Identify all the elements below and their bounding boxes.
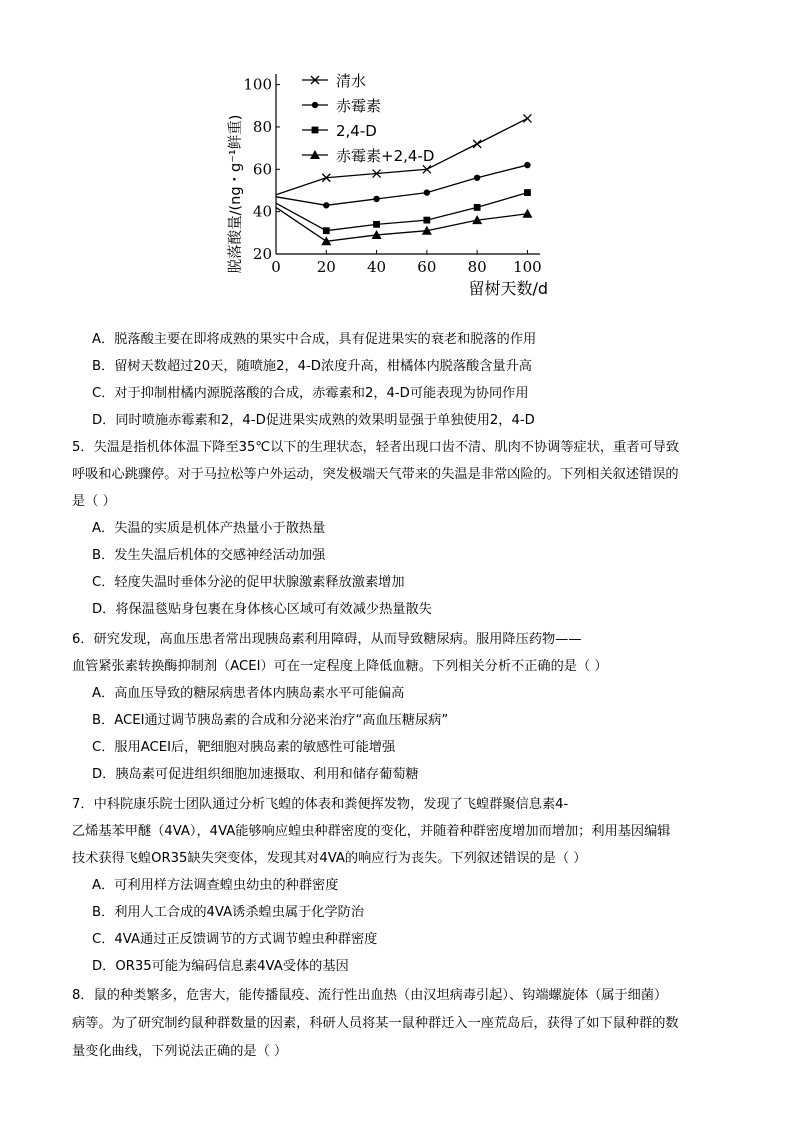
q8-stem-line-1: 8．鼠的种类繁多，危害大，能传播鼠疫、流行性出血热（由汉坦病毒引起）、钩端螺旋体（属于细菌） — [72, 988, 668, 1003]
x-tick-label: 20 — [316, 258, 336, 276]
series-2 — [276, 162, 531, 209]
q5-option-a: A．失温的实质是机体产热量小于散热量 — [92, 521, 326, 536]
q8-stem-line-2: 病等。为了研究制约鼠种群数量的因素，科研人员将某一鼠种群迁入一座荒岛后，获得了如下鼠种群的数 — [72, 1016, 679, 1031]
series-4 — [276, 207, 532, 245]
q8-stem-line-3: 量变化曲线，下列说法正确的是（ ） — [72, 1044, 288, 1059]
q6-option-c: C．服用ACEI后，靶细胞对胰岛素的敏感性可能增强 — [92, 740, 396, 755]
x-tick-label: 80 — [467, 258, 487, 276]
legend-item-1 — [302, 72, 366, 90]
q4-option-a: A．脱落酸主要在即将成熟的果实中合成，具有促进果实的衰老和脱落的作用 — [92, 332, 537, 347]
triangle-marker — [522, 209, 532, 218]
y-axis-label: 脱落酸量/(ng・g⁻¹鲜重) — [228, 114, 244, 274]
square-marker — [323, 227, 330, 234]
q6-stem-line-2: 血管紧张素转换酶抑制剂（ACEI）可在一定程度上降低血糖。下列相关分析不正确的是（ ） — [72, 659, 608, 674]
legend-label: 清水 — [336, 72, 367, 90]
circle-marker — [312, 102, 318, 108]
q6-option-a: A．高血压导致的糖尿病患者体内胰岛素水平可能偏高 — [92, 686, 405, 701]
q6-stem-line-1: 6．研究发现，高血压患者常出现胰岛素利用障碍，从而导致糖尿病。服用降压药物—— — [72, 632, 582, 647]
chart-series — [276, 114, 532, 245]
circle-marker — [424, 189, 430, 195]
x-marker — [473, 140, 481, 148]
q5-stem-line-3: 是（ ） — [72, 494, 116, 509]
q7-option-b: B．利用人工合成的4VA诱杀蝗虫属于化学防治 — [92, 905, 365, 920]
q7-stem-line-2: 乙烯基苯甲醚（4VA），4VA能够响应蝗虫种群密度的变化，并随着种群密度增加而增加；利用基因编辑 — [72, 824, 671, 839]
q7-option-d: D．OR35可能为编码信息素4VA受体的基因 — [92, 959, 349, 974]
q7-stem-line-3: 技术获得飞蝗OR35缺失突变体，发现其对4VA的响应行为丧失。下列叙述错误的是（ ） — [72, 851, 587, 866]
q6-option-d: D．胰岛素可促进组织细胞加速摄取、利用和储存葡萄糖 — [92, 767, 419, 782]
q5-option-c: C．轻度失温时垂体分泌的促甲状腺激素释放激素增加 — [92, 575, 405, 590]
q5-stem-line-2: 呼吸和心跳骤停。对于马拉松等户外运动，突发极端天气带来的失温是非常凶险的。下列相关叙述错误的 — [72, 467, 679, 482]
q5-option-b: B．发生失温后机体的交感神经活动加强 — [92, 548, 326, 563]
q4-option-b: B．留树天数超过20天，随喷施2，4-D浓度升高，柑橘体内脱落酸含量升高 — [92, 359, 532, 374]
legend-label: 赤霉素 — [336, 97, 382, 115]
circle-marker — [474, 175, 480, 181]
square-marker — [423, 217, 430, 224]
circle-marker — [323, 202, 329, 208]
q4-option-d: D．同时喷施赤霉素和2，4-D促进果实成熟的效果明显强于单独使用2，4-D — [92, 413, 535, 428]
q7-stem-line-1: 7．中科院康乐院士团队通过分析飞蝗的体表和粪便挥发物，发现了飞蝗群聚信息素4- — [72, 797, 569, 812]
y-axis-title — [226, 115, 244, 274]
circle-marker — [373, 196, 379, 202]
q7-option-c: C．4VA通过正反馈调节的方式调节蝗虫种群密度 — [92, 932, 378, 947]
x-tick-label: 100 — [513, 258, 542, 276]
legend-item-2 — [302, 97, 381, 115]
square-marker — [373, 221, 380, 228]
y-tick-label: 80 — [252, 117, 272, 136]
chart-axes — [243, 74, 541, 276]
x-axis-label: 留树天数/d — [468, 279, 548, 298]
q5-option-d: D．将保温毯贴身包裹在身体核心区域可有效减少热量散失 — [92, 602, 432, 617]
legend-label: 2,4-D — [336, 122, 377, 140]
x-tick-label: 60 — [417, 258, 437, 276]
y-tick-label: 100 — [243, 75, 272, 94]
series-line — [276, 193, 527, 231]
legend-item-3 — [302, 122, 377, 140]
legend-item-4 — [302, 147, 434, 165]
chart-legend — [302, 72, 434, 165]
legend-label: 赤霉素+2,4-D — [336, 147, 435, 165]
q6-option-b: B．ACEI通过调节胰岛素的合成和分泌来治疗“高血压糖尿病” — [92, 713, 449, 728]
q5-stem-line-1: 5．失温是指机体体温下降至35℃以下的生理状态，轻者出现口齿不清、肌肉不协调等症状，重者可导致 — [72, 440, 680, 455]
q7-option-a: A．可利用样方法调查蝗虫幼虫的种群密度 — [92, 878, 339, 893]
y-tick-label: 60 — [252, 160, 272, 179]
square-marker — [474, 204, 481, 211]
q4-option-c: C．对于抑制柑橘内源脱落酸的合成，赤霉素和2，4-D可能表现为协同作用 — [92, 386, 529, 401]
x-tick-label: 0 — [271, 258, 281, 276]
x-marker — [523, 114, 531, 122]
abscisic-acid-line-chart — [218, 62, 570, 302]
square-marker — [312, 127, 319, 134]
y-tick-label: 40 — [252, 202, 272, 221]
y-tick-label: 20 — [252, 245, 272, 263]
square-marker — [524, 189, 531, 196]
circle-marker — [524, 162, 530, 168]
chart-svg — [218, 62, 570, 302]
x-tick-label: 40 — [367, 258, 387, 276]
